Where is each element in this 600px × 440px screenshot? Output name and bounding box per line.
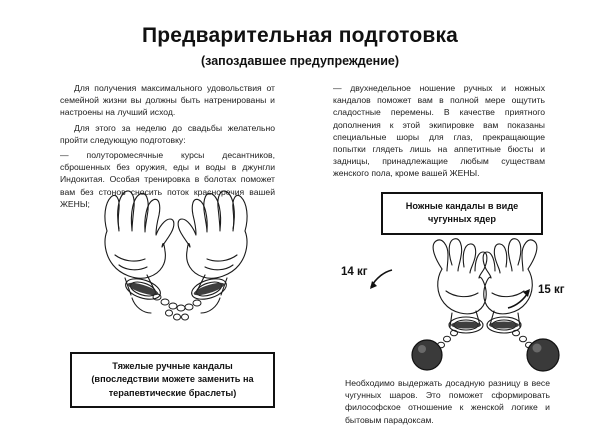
page-subtitle: (запоздавшее предупреждение) <box>200 54 399 68</box>
shackled-feet-illustration <box>390 235 580 375</box>
caption-cannonballs: Ножные кандалы в виде чугунных ядер <box>381 192 543 235</box>
weight-label-left: 14 кг <box>341 266 368 278</box>
arrow-right-weight-icon <box>506 288 532 310</box>
page-title: Предварительная подготовка <box>141 24 459 47</box>
arrow-left-weight-icon <box>368 268 394 290</box>
right-text-column <box>333 82 545 183</box>
left-text-column <box>60 82 275 213</box>
bottom-note: Необходимо выдержать досадную разницу в весе чугунных шаров. Это поможет сформировать философское отношение к женской логике и бытовым парадоксам. <box>345 378 550 425</box>
paragraph: — полуторомесячные курсы десантников, сброшенных без оружия, еды и воды в джунгли Индокитая. Особая тренировка в болотах поможет вам без стонов сносить поток красноречия вашей ЖЕНЫ; <box>60 150 275 209</box>
caption-handcuffs: Тяжелые ручные кандалы (впоследствии можете заменить на терапевтические браслеты) <box>70 352 275 408</box>
weight-label-right: 15 кг <box>538 284 565 296</box>
paragraph: Для получения максимального удовольствия от семейной жизни вы должны быть натренированы и настроены на лучший исход. <box>60 83 275 118</box>
paragraph: — двухнедельное ношение ручных и ножных кандалов поможет вам в полной мере ощутить сладостные перемены. В качестве приятного дополнения к этой экипировке вам показаны специальные шоры для глаз, прекращающие попытки глядеть лишь на аппетитные бюсты и задницы, принадлежащие любым существам женского пола, кроме вашей ЖЕНЫ. <box>333 83 545 179</box>
paragraph: Для этого за неделю до свадьбы желательно пройти следующую подготовку: <box>60 122 275 145</box>
